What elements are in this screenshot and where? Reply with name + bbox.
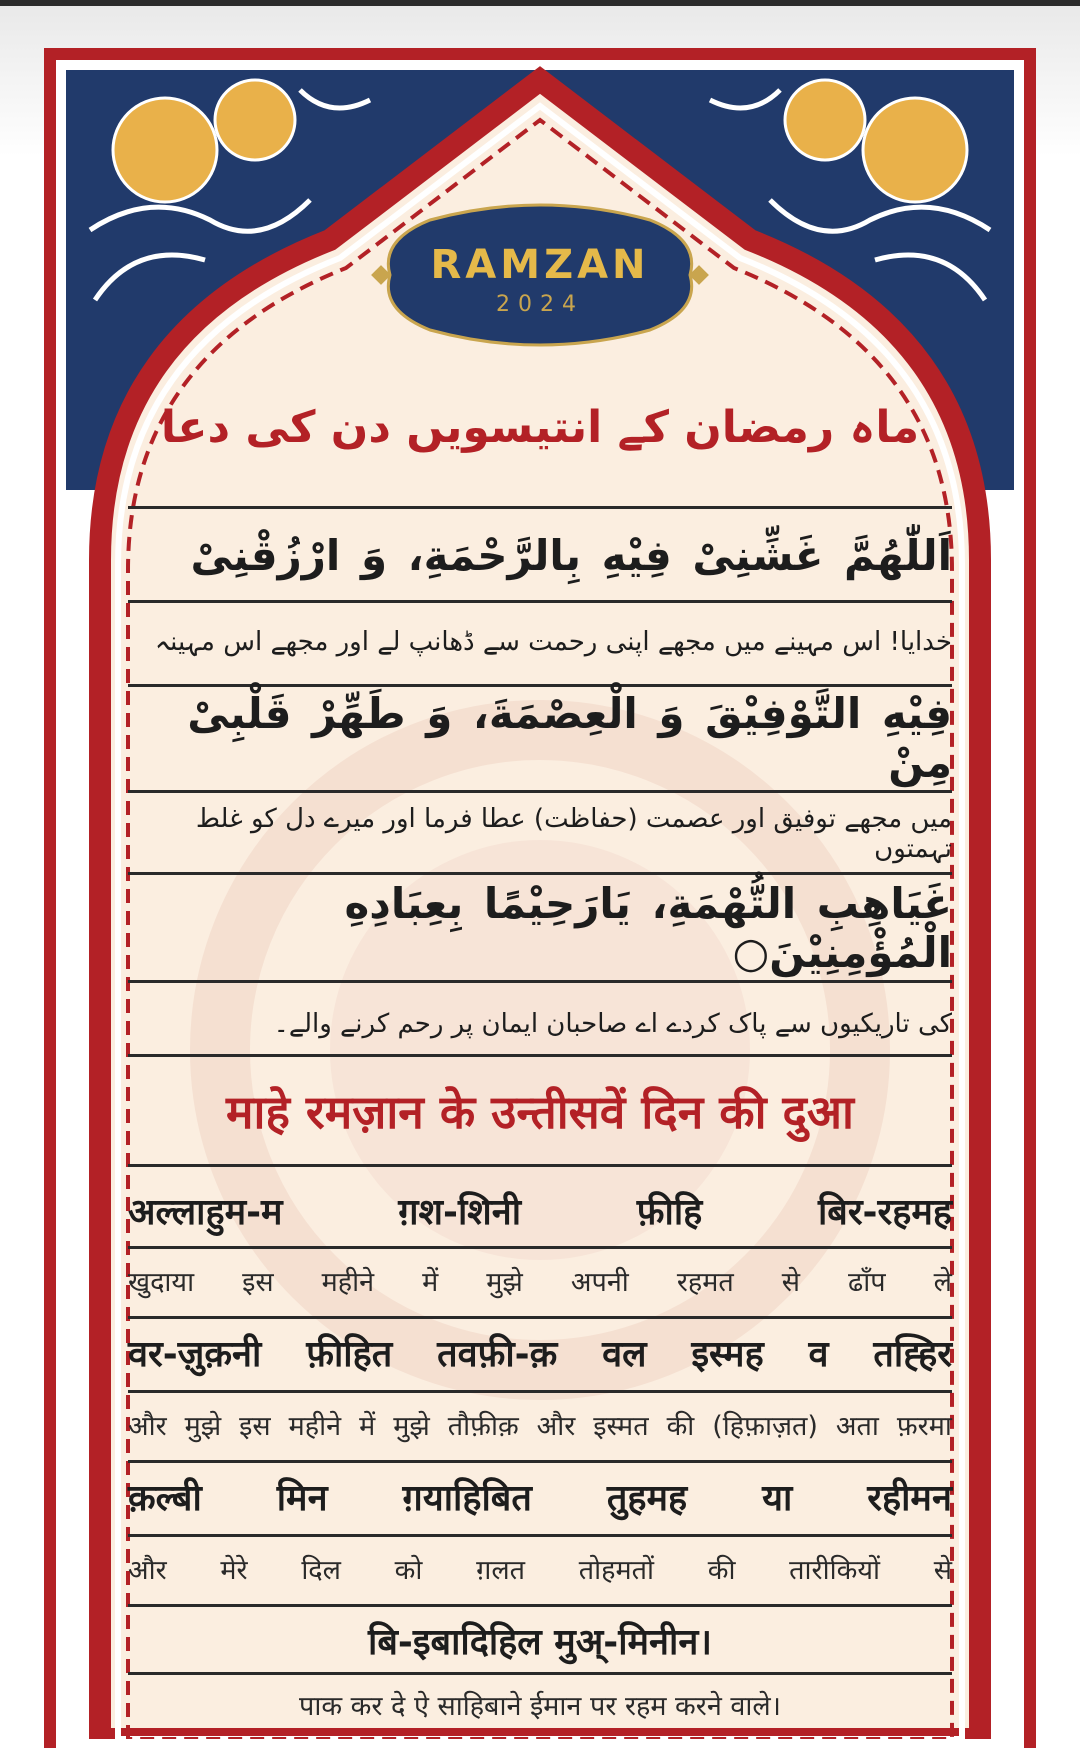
divider [128,1054,952,1057]
hindi-word: तुहमह [606,1477,688,1519]
hindi-word: महीने [288,1410,342,1442]
hindi-word: दिल [301,1554,341,1586]
arabic-line-2: فِیْهِ التَّوْفِیْقَ وَ الْعِصْمَةَ، وَ طَھِّرْ قَلْبِیْ مِنْ [187,689,952,787]
hindi-word: इस्मह [691,1333,764,1375]
hindi-word: तह्हिर [873,1333,952,1375]
urdu-line-1: خدایا! اس مہینے میں مجھے اپنی رحمت سے ڈھانپ لے اور مجھے اس مہینہ [154,627,952,657]
hindi-word: और [536,1410,576,1442]
urdu-title: ماہ رمضان کے انتیسویں دن کی دعا [160,402,920,453]
hindi-word: क़ल्बी [128,1477,202,1519]
hindi-word: मेरे [220,1554,248,1586]
hindi-word: ग़श-शिनी [398,1191,522,1233]
hindi-row-3 [128,1320,952,1384]
divider [128,1604,952,1607]
urdu-line-2: میں مجھے توفیق اور عصمت (حفاظت) عطا فرما اور میرے دل کو غلط تہمتوں [195,804,952,864]
hindi-word: व [808,1333,829,1375]
hindi-word: (हिफ़ाज़त) [712,1410,818,1442]
hindi-word: महीने [321,1266,375,1298]
divider [128,790,952,793]
hindi-word: मुझे [393,1410,430,1442]
hindi-word: रहीमन [867,1477,952,1519]
divider [128,1460,952,1463]
hindi-word: और [128,1410,167,1442]
hindi-word: और [128,1554,167,1586]
hindi-word: या [762,1477,793,1519]
hindi-word: फ़रमा [896,1410,952,1442]
hindi-word: इस [242,1266,274,1298]
hindi-word: फ़ीहित [306,1333,393,1375]
hindi-word: की [707,1554,736,1586]
divider [128,1246,952,1249]
hindi-word: अता [835,1410,879,1442]
hindi-word: बिर-रहमह [817,1191,952,1233]
arabic-line-1: اَللّٰھُمَّ غَشِّنِیْ فِیْهِ بِالرَّحْمَةِ، وَ ارْزُقْنِیْ [190,530,952,580]
hindi-word: से [781,1266,801,1298]
hindi-row-1 [128,1178,952,1242]
hindi-word: ढाँप [848,1266,886,1298]
hindi-word: मिन [276,1477,328,1519]
divider [128,1534,952,1537]
hindi-row-4 [128,1396,952,1452]
hindi-row-8 [128,1676,952,1732]
hindi-word: ले [933,1266,952,1298]
hindi-row-5 [128,1464,952,1528]
hindi-word: बि-इबादिहिल मुअ्-मिनीन। [368,1621,712,1663]
hindi-word: से [933,1554,952,1586]
ramzan-badge [370,200,710,350]
hindi-word: वल [602,1333,647,1375]
divider [128,600,952,603]
hindi-word: रहमत [676,1266,734,1298]
divider [128,872,952,875]
hindi-word: ग़लत [476,1554,526,1586]
hindi-word: तारीकियों [789,1554,880,1586]
divider [128,506,952,509]
hindi-word: वर-ज़ुक़नी [128,1333,262,1375]
divider [128,1316,952,1319]
hindi-word: तोहमतों [578,1554,654,1586]
hindi-word: फ़ीहि [636,1191,703,1233]
hindi-word: तवफ़ी-क़ [437,1333,558,1375]
arabic-line-3: غَیَاهِبِ التُّهْمَةِ، یَارَحِیْمًا بِعِبَادِهِ الْمُؤْمِنِیْنَ○ [344,879,952,977]
hindi-word: को [394,1554,423,1586]
hindi-row-2 [128,1252,952,1308]
urdu-line-3: کی تاریکیوں سے پاک کردے اے صاحبان ایمان پر رحم کرنے والے۔ [273,1009,952,1039]
hindi-word: की [666,1410,695,1442]
divider [128,1672,952,1675]
hindi-word: में [422,1266,439,1298]
hindi-word: खुदाया [128,1266,195,1298]
hindi-word: मुझे [184,1410,222,1442]
hindi-row-7 [128,1608,952,1672]
hindi-word: इस्मत [593,1410,649,1442]
hindi-title: माहे रमज़ान के उन्तीसवें दिन की दुआ [226,1085,854,1139]
divider [128,980,952,983]
badge-title: RAMZAN [430,242,650,288]
hindi-word: अल्लाहुम-म [128,1191,283,1233]
divider [128,1164,952,1167]
badge-year: 2024 [496,292,584,317]
divider [128,684,952,687]
hindi-word: पाक कर दे ऐ साहिबाने ईमान पर रहम करने वाले। [299,1690,781,1722]
hindi-word: अपनी [570,1266,629,1298]
hindi-row-6 [128,1540,952,1596]
hindi-word: तौफ़ीक़ [447,1410,519,1442]
hindi-word: में [359,1410,376,1442]
divider [128,1390,952,1393]
hindi-word: इस [239,1410,271,1442]
hindi-word: मुझे [486,1266,523,1298]
hindi-word: ग़याहिबित [402,1477,532,1519]
